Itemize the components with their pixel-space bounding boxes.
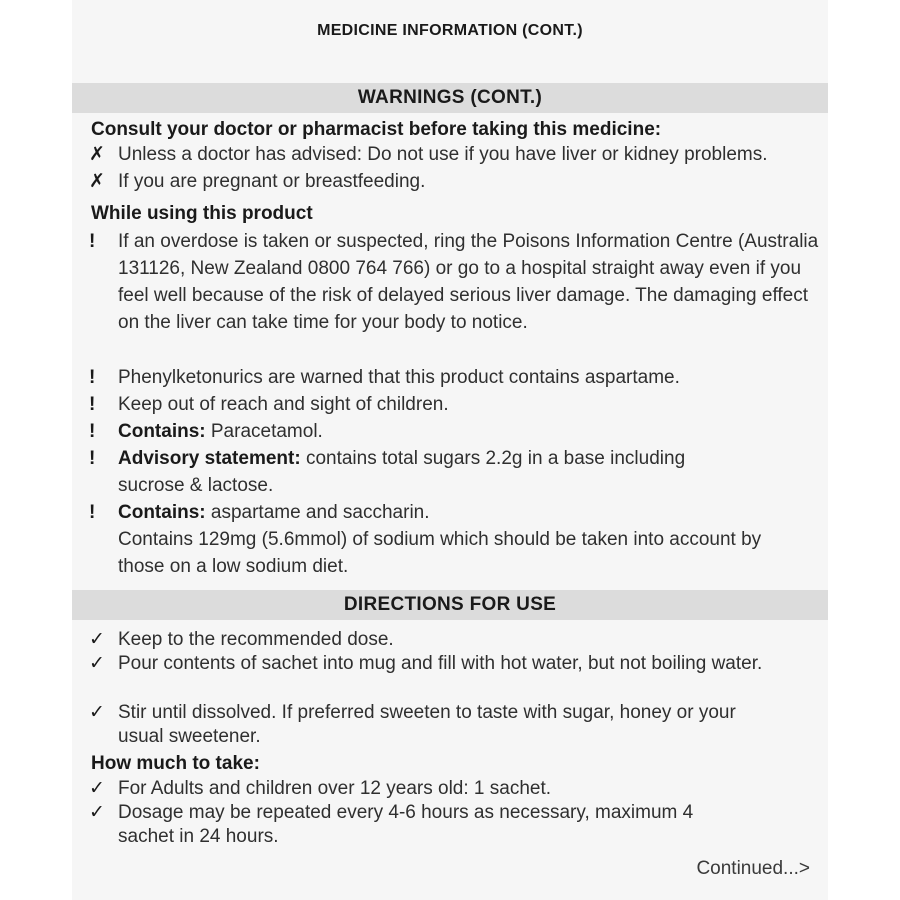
check-icon: ✓ xyxy=(89,629,105,650)
check-icon: ✓ xyxy=(89,802,105,823)
warning-item xyxy=(89,391,819,418)
direction-item-text: Keep to the recommended dose. xyxy=(118,629,394,650)
warning-item-text: Paracetamol. xyxy=(205,421,323,442)
warning-item-text: If an overdose is taken or suspected, ring the Poisons Information Centre (Australia 131126, New Zealand 0800 764 766) or go to a hospital straight away even if you feel well because of the risk of delayed serious liver damage. The damaging effect on the liver can take time for your body to notice. xyxy=(118,231,819,333)
warning-item-label: Contains: xyxy=(118,502,206,523)
check-icon: ✓ xyxy=(89,653,105,674)
dosage-item-text: Dosage may be repeated every 4-6 hours as necessary, maximum 4 sachet in 24 hours. xyxy=(118,802,694,847)
consult-item-text: Unless a doctor has advised: Do not use if you have liver or kidney problems. xyxy=(118,144,768,165)
warnings-section-header: WARNINGS (CONT.) xyxy=(72,83,828,113)
cross-icon: ✗ xyxy=(89,171,105,192)
warning-item xyxy=(89,418,819,445)
consult-item xyxy=(89,168,819,195)
cross-icon: ✗ xyxy=(89,144,105,165)
using-heading: While using this product xyxy=(91,203,313,224)
warning-item xyxy=(89,499,769,580)
exclamation-icon: ! xyxy=(89,421,96,442)
warning-item-label: Advisory statement: xyxy=(118,448,301,469)
check-icon: ✓ xyxy=(89,778,105,799)
warning-item-text: Phenylketonurics are warned that this product contains aspartame. xyxy=(118,367,680,388)
warning-item-label: Contains: xyxy=(118,421,206,442)
check-icon: ✓ xyxy=(89,702,105,723)
leaflet-panel xyxy=(72,0,828,900)
exclamation-icon: ! xyxy=(89,367,96,388)
warning-item-text: aspartame and saccharin. xyxy=(205,502,430,523)
direction-item xyxy=(89,701,749,749)
exclamation-icon: ! xyxy=(89,448,96,469)
continued-note: Continued...> xyxy=(696,858,810,879)
consult-item-text: If you are pregnant or breastfeeding. xyxy=(118,171,426,192)
dosage-item xyxy=(89,801,729,849)
warning-item-text: contains total sugars 2.2g in a base including sucrose & lactose. xyxy=(118,448,686,496)
direction-item-text: Stir until dissolved. If preferred sweeten to taste with sugar, honey or your usual sweetener. xyxy=(118,702,736,747)
warning-item xyxy=(89,228,819,336)
dosage-item-text: For Adults and children over 12 years old: 1 sachet. xyxy=(118,778,552,799)
direction-item xyxy=(89,628,819,652)
exclamation-icon: ! xyxy=(89,231,96,252)
warning-item xyxy=(89,364,819,391)
consult-heading: Consult your doctor or pharmacist before taking this medicine: xyxy=(91,119,662,140)
dosage-item xyxy=(89,777,819,801)
sodium-note: Contains 129mg (5.6mmol) of sodium which should be taken into account by those on a low sodium diet. xyxy=(118,529,762,577)
how-much-heading: How much to take: xyxy=(91,753,260,774)
exclamation-icon: ! xyxy=(89,502,96,523)
direction-item-text: Pour contents of sachet into mug and fill with hot water, but not boiling water. xyxy=(118,653,763,674)
direction-item xyxy=(89,652,819,676)
warning-item xyxy=(89,445,729,499)
consult-item xyxy=(89,141,819,168)
warning-item-text: Keep out of reach and sight of children. xyxy=(118,394,449,415)
exclamation-icon: ! xyxy=(89,394,96,415)
directions-section-header: DIRECTIONS FOR USE xyxy=(72,590,828,620)
page-title: MEDICINE INFORMATION (CONT.) xyxy=(317,22,583,39)
